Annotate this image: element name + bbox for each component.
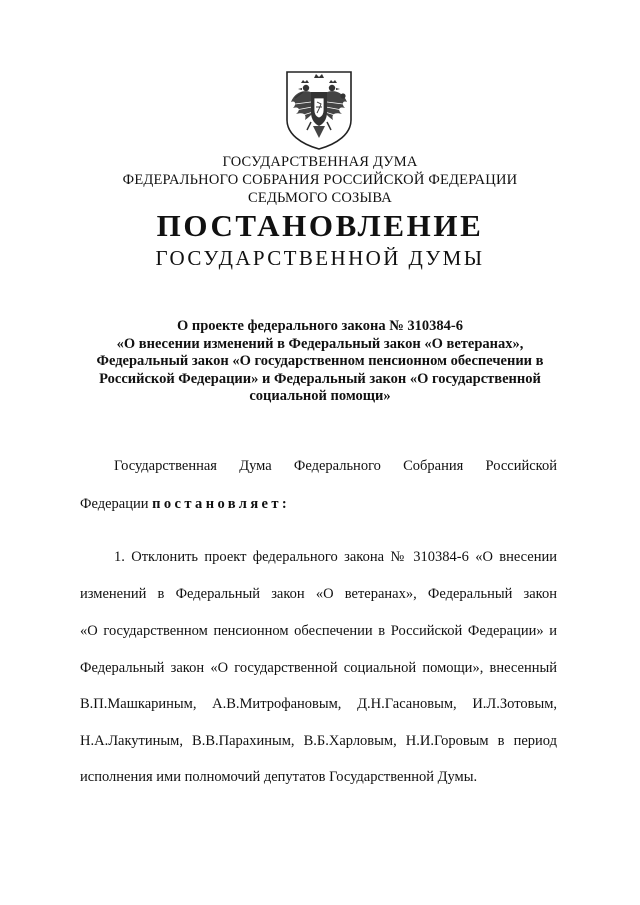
preamble-decree-word: постановляет: <box>152 496 291 512</box>
subject-line: социальной помощи» <box>249 388 391 404</box>
paragraph-line: исполнения ими полномочий депутатов Государственной Думы. <box>80 769 478 785</box>
preamble-line-2 <box>80 495 557 513</box>
organization-name-line-2: ФЕДЕРАЛЬНОГО СОБРАНИЯ РОССИЙСКОЙ ФЕДЕРАЦИИ <box>122 172 518 188</box>
subject-line: Российской Федерации» и Федеральный закон «О государственной <box>99 370 541 387</box>
subject-line: Федеральный закон «О государственном пенсионном обеспечении в <box>96 353 544 369</box>
subject-line: «О внесении изменений в Федеральный закон «О ветеранах», <box>116 335 524 352</box>
paragraph-line: Н.А.Лакутиным, В.В.Парахиным, В.Б.Харловым, Н.И.Горовым в период <box>80 733 557 749</box>
paragraph-line: «О государственном пенсионном обеспечении в Российской Федерации» и <box>80 623 557 639</box>
russian-coat-of-arms-icon <box>281 68 357 152</box>
document-type-title: ПОСТАНОВЛЕНИЕ <box>156 208 484 243</box>
document-issuer: ГОСУДАРСТВЕННОЙ ДУМЫ <box>155 246 485 270</box>
subject-line: О проекте федерального закона № 310384-6 <box>176 318 464 334</box>
paragraph-line: Федеральный закон «О государственной социальной помощи», внесенный <box>80 660 557 676</box>
paragraph-line: 1. Отклонить проект федерального закона № 310384-6 «О внесении <box>114 549 557 565</box>
preamble-text: Федерации <box>80 496 149 512</box>
paragraph-line: В.П.Машкариным, А.В.Митрофановым, Д.Н.Гасановым, И.Л.Зотовым, <box>80 696 557 712</box>
organization-name-line-1: ГОСУДАРСТВЕННАЯ ДУМА <box>222 154 418 170</box>
paragraph-line: изменений в Федеральный закон «О ветеранах», Федеральный закон <box>80 586 557 602</box>
document-subject <box>60 318 580 406</box>
convocation-line: СЕДЬМОГО СОЗЫВА <box>248 190 392 206</box>
preamble-line-1: Государственная Дума Федерального Собрания Российской <box>114 458 557 474</box>
